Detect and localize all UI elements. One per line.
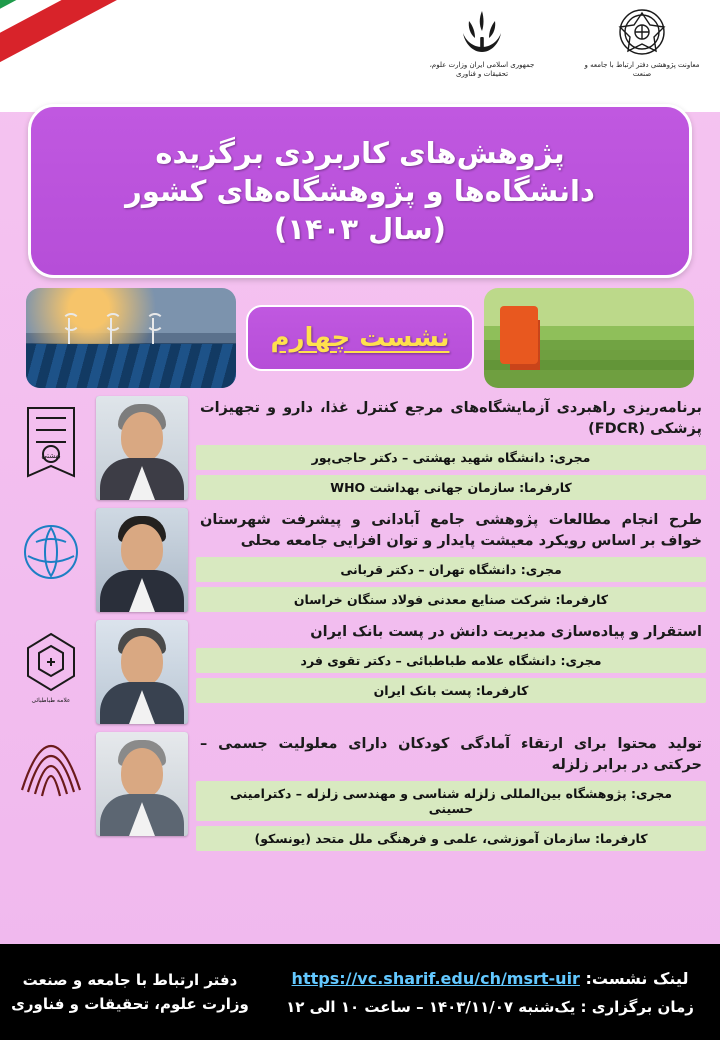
logo-block-deputy-research: [582, 6, 702, 80]
session-badge: [246, 305, 474, 371]
project-title: استقرار و پیاده‌سازی مدیریت دانش در پست بانک ایران: [310, 624, 702, 641]
project-executor: مجری: دانشگاه علامه طباطبائی – دکتر تقوی فرد: [196, 648, 706, 673]
project-title: برنامه‌ریزی راهبردی آزمایشگاه‌های مرجع کنترل غذا، دارو و تجهیزات پزشکی (FDCR): [200, 400, 702, 438]
ministry-science-emblem-icon: [422, 6, 542, 58]
project-executor: مجری: پژوهشگاه بین‌المللی زلزله شناسی و مهندسی زلزله – دکترامینی حسینی: [196, 781, 706, 821]
project-title: تولید محتوا برای ارتقاء آمادگی کودکان دارای معلولیت جسمی – حرکتی در برابر زلزله: [200, 736, 702, 774]
allameh-tabatabai-university-logo-icon: [14, 620, 88, 712]
session-link-url[interactable]: https://vc.sharif.edu/ch/msrt-uir: [291, 968, 580, 988]
project-employer: کارفرما: پست بانک ایران: [196, 678, 706, 703]
svg-text:علامه طباطبائی: علامه طباطبائی: [31, 697, 71, 705]
title-line-1: پژوهش‌های کاربردی برگزیده: [155, 136, 565, 170]
project-row: [14, 620, 706, 724]
title-line-2: دانشگاه‌ها و پژوهشگاه‌های کشور: [125, 174, 595, 208]
researcher-portrait-4: [96, 732, 188, 836]
logo-block-ministry: [422, 6, 542, 80]
footer-office-line-1: دفتر ارتباط با جامعه و صنعت: [22, 971, 238, 989]
project-employer: کارفرما: سازمان آموزشی، علمی و فرهنگی ملل متحد (یونسکو): [196, 826, 706, 851]
university-of-tehran-logo-icon: [14, 508, 88, 600]
project-content: [196, 396, 706, 500]
project-content: [196, 620, 706, 703]
title-line-3: (سال ۱۴۰۳): [274, 212, 446, 246]
svg-text:بهشتی: بهشتی: [41, 452, 61, 460]
project-title: طرح انجام مطالعات پژوهشی جامع آبادانی و پیشرفت شهرستان خواف بر اساس رویکرد معیشت پایدار و توان افزایی جامعه محلی: [200, 512, 702, 550]
projects-list: [14, 396, 706, 851]
researcher-portrait-3: [96, 620, 188, 724]
project-executor: مجری: دانشگاه تهران – دکتر قربانی: [196, 557, 706, 582]
project-employer: کارفرما: سازمان جهانی بهداشت WHO: [196, 475, 706, 500]
iran-flag-ribbon-icon: [0, 0, 210, 112]
researcher-portrait-1: [96, 396, 188, 500]
session-time: زمان برگزاری : یک‌شنبه ۱۴۰۳/۱۱/۰۷ – ساعت ۱۰ الی ۱۲: [286, 997, 694, 1016]
iiees-earthquake-institute-logo-icon: [14, 732, 88, 824]
project-row: [14, 396, 706, 500]
footer-office-line-2: وزارت علوم، تحقیقات و فناوری: [11, 995, 249, 1013]
poster-header: [0, 0, 720, 112]
footer-office: [0, 968, 260, 1016]
ministry-caption: جمهوری اسلامی ایران وزارت علوم، تحقیقات و فناوری: [429, 61, 535, 79]
header-logos: [422, 6, 702, 80]
poster-footer: [0, 944, 720, 1040]
project-employer: کارفرما: شرکت صنایع معدنی فولاد سنگان خراسان: [196, 587, 706, 612]
project-content: [196, 732, 706, 851]
deputy-research-caption: معاونت پژوهشی دفتر ارتباط با جامعه و صنعت: [584, 61, 700, 79]
project-executor: مجری: دانشگاه شهید بهشتی – دکتر حاجی‌پور: [196, 445, 706, 470]
session-link-row: [276, 969, 704, 988]
researcher-portrait-2: [96, 508, 188, 612]
project-row: [14, 508, 706, 612]
footer-session-info: [260, 969, 720, 1016]
project-row: [14, 732, 706, 851]
project-content: [196, 508, 706, 612]
greenhouse-robot-photo: [484, 288, 694, 388]
banner-row: [26, 288, 694, 388]
renewable-energy-photo: [26, 288, 236, 388]
shahid-beheshti-university-logo-icon: [14, 396, 88, 488]
deputy-research-emblem-icon: [582, 6, 702, 58]
session-link-label: لینک نشست:: [585, 968, 689, 988]
session-label: نشست چهارم: [270, 323, 450, 353]
poster-title-card: [28, 104, 692, 278]
